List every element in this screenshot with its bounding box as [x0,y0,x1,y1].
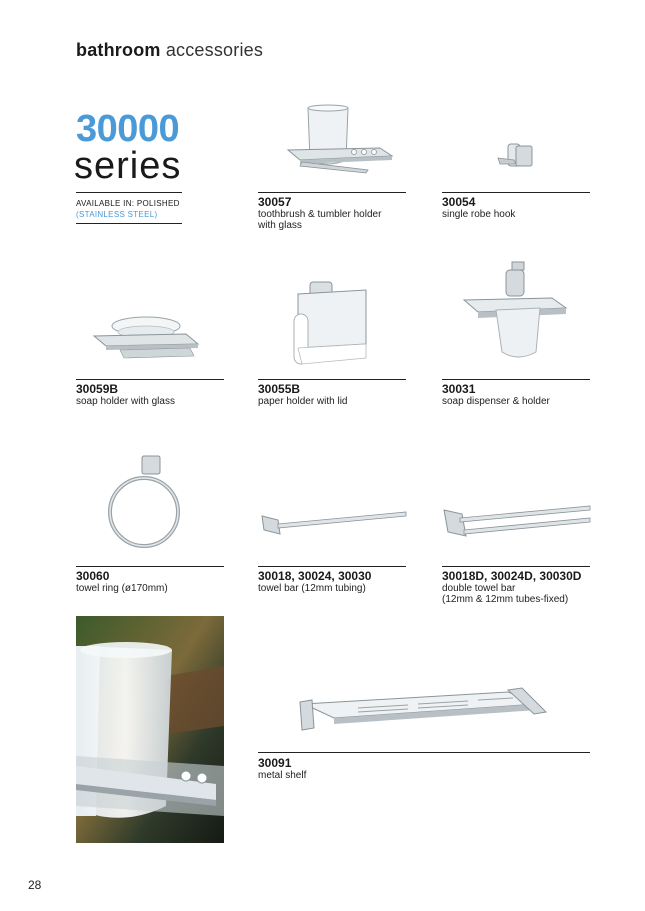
product-30031 [442,383,592,407]
product-rule-30060 [76,566,224,567]
series-word: series [74,145,182,187]
heading-light: accessories [165,40,264,60]
product-code: 30018D, 30024D, 30030D [442,569,582,583]
availability-line-1: AVAILABLE IN: POLISHED [76,199,180,208]
towel-bar-icon [258,506,408,540]
availability-note [76,198,180,220]
page-number: 28 [28,878,42,892]
series-rule-bottom [76,223,182,224]
series-number: 30000 [76,108,180,150]
soap-holder-icon [90,316,202,360]
product-rule-double-towel-bar [442,566,590,567]
metal-shelf-icon [298,684,548,736]
robe-hook-icon [494,140,544,174]
tumbler-holder-icon [280,100,400,180]
product-30055B [258,383,408,407]
soap-dispenser-icon [462,260,570,364]
product-30060 [76,570,226,594]
product-rule-30055B [258,379,406,380]
product-double-towel-bar [442,570,612,605]
product-description: single robe hook [442,209,516,220]
product-description: towel ring (ø170mm) [76,583,168,594]
product-code: 30018, 30024, 30030 [258,569,372,583]
availability-line-2: (STAINLESS STEEL) [76,210,158,219]
double-towel-bar-icon [442,502,592,544]
towel-ring-icon [104,454,184,554]
product-description: paper holder with lid [258,396,348,407]
series-rule-top [76,192,182,193]
page-heading [76,40,263,61]
product-code: 30055B [258,382,301,396]
heading-bold: bathroom [76,40,161,60]
product-description: soap holder with glass [76,396,175,407]
product-description: towel bar (12mm tubing) [258,583,366,594]
product-rule-30057 [258,192,406,193]
product-description-2: (12mm & 12mm tubes-fixed) [442,594,569,605]
product-code: 30060 [76,569,110,583]
product-rule-towel-bar [258,566,406,567]
product-description-2: with glass [258,220,302,231]
product-code: 30059B [76,382,119,396]
product-towel-bar [258,570,418,594]
product-rule-30091 [258,752,590,753]
product-description: soap dispenser & holder [442,396,550,407]
product-description: toothbrush & tumbler holder [258,209,382,220]
paper-holder-icon [288,276,374,368]
product-rule-30031 [442,379,590,380]
product-code: 30054 [442,195,476,209]
product-30057 [258,196,408,231]
product-30059B [76,383,226,407]
product-30091 [258,757,408,781]
product-30054 [442,196,592,220]
product-code: 30091 [258,756,292,770]
product-code: 30031 [442,382,476,396]
product-description: double towel bar [442,583,516,594]
product-rule-30059B [76,379,224,380]
product-code: 30057 [258,195,292,209]
product-description: metal shelf [258,770,307,781]
product-photo [76,616,224,843]
product-rule-30054 [442,192,590,193]
